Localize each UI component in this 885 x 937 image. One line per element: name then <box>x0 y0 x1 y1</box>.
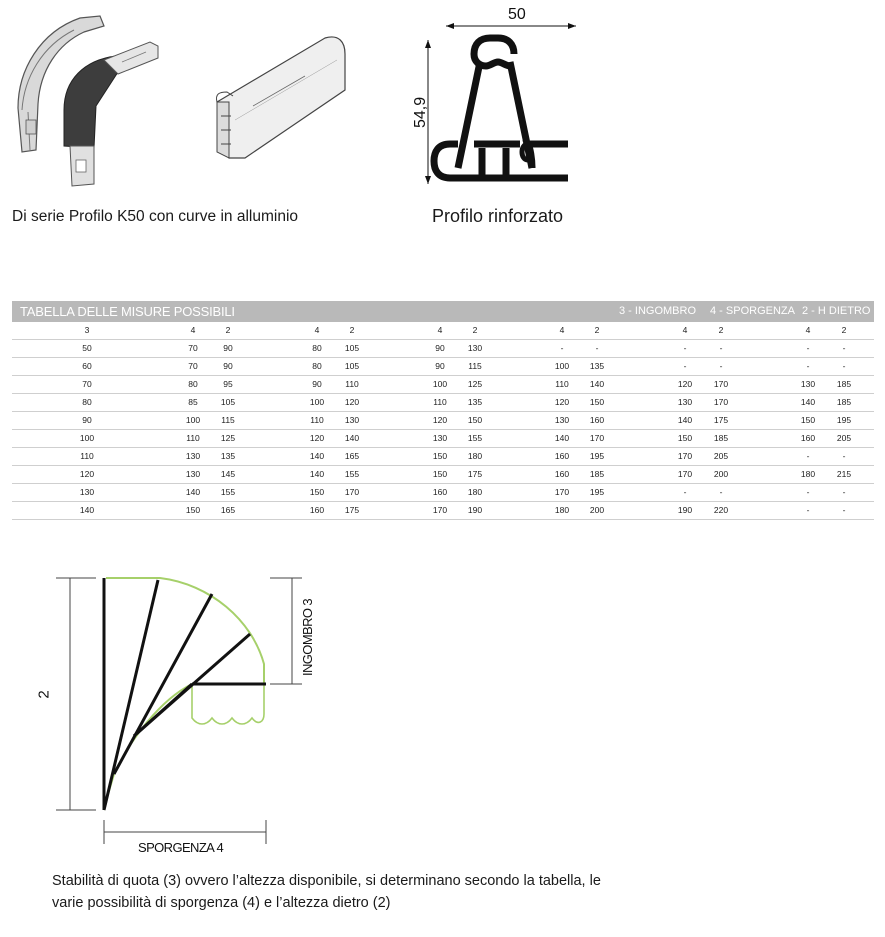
table-cell: 175 <box>344 505 360 515</box>
table-cell: 90 <box>82 415 92 425</box>
table-cell: 160 <box>554 469 570 479</box>
table-cell: - <box>683 361 687 371</box>
table-cell: - <box>842 487 846 497</box>
table-cell: 100 <box>309 397 325 407</box>
table-cell: 150 <box>185 505 201 515</box>
table-cell: 160 <box>554 451 570 461</box>
table-cell: - <box>842 361 846 371</box>
table-cell: 130 <box>432 433 448 443</box>
table-cell: 150 <box>432 469 448 479</box>
table-cell: 115 <box>468 361 482 371</box>
table-cell: 110 <box>310 415 324 425</box>
table-cell: 110 <box>433 397 447 407</box>
table-cell: 105 <box>220 397 236 407</box>
table-cell: 150 <box>800 415 816 425</box>
table-cell: 130 <box>79 487 95 497</box>
table-cell: 120 <box>432 415 448 425</box>
table-cell: 145 <box>220 469 236 479</box>
table-cell: 50 <box>82 343 92 353</box>
table-cell: 100 <box>185 415 201 425</box>
table-cell: 160 <box>589 415 605 425</box>
description-line-2: varie possibilità di sporgenza (4) e l’altezza dietro (2) <box>52 895 391 911</box>
table-cell: 90 <box>223 361 233 371</box>
table-cell: 90 <box>223 343 233 353</box>
table-cell: 105 <box>344 361 360 371</box>
table-cell: 130 <box>344 415 360 425</box>
table-cell: 140 <box>79 505 95 515</box>
table-cell: 155 <box>344 469 360 479</box>
table-cell: 140 <box>309 451 325 461</box>
description-line-1: Stabilità di quota (3) ovvero l’altezza disponibile, si determinano secondo la tabella, le <box>52 873 601 889</box>
table-cell: 180 <box>467 451 483 461</box>
table-cell: 2 <box>472 325 478 335</box>
table-cell: 2 <box>225 325 231 335</box>
table-cell: 155 <box>467 433 483 443</box>
table-cell: 130 <box>677 397 693 407</box>
table-cell: 175 <box>713 415 729 425</box>
table-cell: - <box>683 487 687 497</box>
table-cell: 140 <box>589 379 605 389</box>
table-cell: 190 <box>467 505 483 515</box>
table-cell: 80 <box>312 361 322 371</box>
table-cell: 180 <box>800 469 816 479</box>
table-cell: 85 <box>188 397 198 407</box>
table-cell: 135 <box>467 397 483 407</box>
label-height-2: 2 <box>35 690 53 699</box>
table-cell: 205 <box>836 433 852 443</box>
table-cell: 100 <box>432 379 448 389</box>
table-cell: 120 <box>309 433 325 443</box>
table-cell: 170 <box>554 487 570 497</box>
table-cell: 165 <box>220 505 236 515</box>
table-cell: - <box>842 343 846 353</box>
table-cell: 190 <box>677 505 693 515</box>
table-cell: 115 <box>221 415 235 425</box>
table-cell: 90 <box>435 343 445 353</box>
table-row <box>12 412 874 430</box>
table-cell: 195 <box>589 451 605 461</box>
table-cell: 110 <box>345 379 359 389</box>
table-cell: 2 <box>349 325 355 335</box>
table-cell: 4 <box>437 325 443 335</box>
table-cell: 120 <box>79 469 95 479</box>
table-cell: 130 <box>554 415 570 425</box>
table-cell: 80 <box>312 343 322 353</box>
table-cell: 130 <box>185 469 201 479</box>
table-header-bar <box>12 301 874 322</box>
table-row <box>12 376 874 394</box>
profile-width-dimension: 50 <box>508 6 526 23</box>
table-cell: 130 <box>467 343 483 353</box>
table-cell: 105 <box>344 343 360 353</box>
table-cell: 170 <box>677 451 693 461</box>
table-cell: 140 <box>185 487 201 497</box>
table-cell: 140 <box>344 433 360 443</box>
table-cell: 170 <box>344 487 360 497</box>
table-cell: 150 <box>677 433 693 443</box>
table-cell: 70 <box>188 361 198 371</box>
profile-height-dimension: 54,9 <box>412 96 429 128</box>
table-cell: 180 <box>554 505 570 515</box>
table-cell: 4 <box>682 325 688 335</box>
table-cell: 80 <box>82 397 92 407</box>
table-cell: 4 <box>805 325 811 335</box>
table-cell: 170 <box>589 433 605 443</box>
table-cell: - <box>842 451 846 461</box>
table-cell: 70 <box>82 379 92 389</box>
table-cell: 170 <box>677 469 693 479</box>
reinforced-profile-caption: Profilo rinforzato <box>432 206 564 226</box>
table-cell: 150 <box>467 415 483 425</box>
table-cell: 90 <box>312 379 322 389</box>
table-cell: 200 <box>589 505 605 515</box>
table-cell: - <box>595 343 599 353</box>
table-cell: 195 <box>589 487 605 497</box>
table-cell: 110 <box>80 451 94 461</box>
table-cell: 4 <box>559 325 565 335</box>
table-cell: 140 <box>677 415 693 425</box>
table-cell: 165 <box>344 451 360 461</box>
table-cell: 220 <box>713 505 729 515</box>
table-cell: - <box>806 451 810 461</box>
table-cell: 2 <box>594 325 600 335</box>
table-cell: - <box>719 487 723 497</box>
table-cell: - <box>806 343 810 353</box>
table-cell: - <box>560 343 564 353</box>
table-cell: - <box>806 361 810 371</box>
table-cell: 135 <box>589 361 605 371</box>
legend-ingombro: 3 - INGOMBRO <box>619 305 697 317</box>
table-cell: 4 <box>314 325 320 335</box>
measurements-table <box>12 301 874 520</box>
table-cell: 135 <box>220 451 236 461</box>
description-text <box>52 870 692 914</box>
table-cell: 120 <box>344 397 360 407</box>
table-cell: 185 <box>589 469 605 479</box>
table-cell: - <box>719 343 723 353</box>
table-cell: 215 <box>836 469 852 479</box>
label-sporgenza-4: SPORGENZA 4 <box>138 840 224 855</box>
table-cell: 120 <box>554 397 570 407</box>
table-cell: - <box>719 361 723 371</box>
table-row <box>12 466 874 484</box>
table-cell: 170 <box>713 379 729 389</box>
table-row <box>12 502 874 520</box>
table-cell: 80 <box>188 379 198 389</box>
table-cell: 60 <box>82 361 92 371</box>
table-cell: 125 <box>467 379 483 389</box>
table-cell: 3 <box>84 325 90 335</box>
table-cell: 4 <box>190 325 196 335</box>
table-cell: 155 <box>220 487 236 497</box>
table-cell: 160 <box>432 487 448 497</box>
table-cell: 160 <box>309 505 325 515</box>
table-cell: 125 <box>220 433 236 443</box>
table-cell: 185 <box>836 379 852 389</box>
table-cell: 140 <box>800 397 816 407</box>
table-cell: 100 <box>79 433 95 443</box>
table-row <box>12 430 874 448</box>
table-cell: 185 <box>836 397 852 407</box>
reinforced-profile-section <box>420 18 590 188</box>
legend-h-dietro: 2 - H DIETRO <box>802 305 871 317</box>
standard-profile-caption: Di serie Profilo K50 con curve in alluminio <box>12 208 299 225</box>
table-cell: 110 <box>186 433 200 443</box>
table-cell: 205 <box>713 451 729 461</box>
table-cell: - <box>806 505 810 515</box>
table-cell: 2 <box>841 325 847 335</box>
table-cell: 110 <box>555 379 569 389</box>
table-row <box>12 340 874 358</box>
table-subheader-row <box>12 322 874 340</box>
table-cell: 120 <box>677 379 693 389</box>
table-cell: 130 <box>800 379 816 389</box>
profile-extrusion-illustration <box>205 30 355 165</box>
curve-bracket-illustration <box>0 0 170 200</box>
table-cell: 140 <box>309 469 325 479</box>
table-cell: 150 <box>309 487 325 497</box>
table-cell: 185 <box>713 433 729 443</box>
table-cell: 90 <box>435 361 445 371</box>
table-cell: 130 <box>185 451 201 461</box>
table-cell: 200 <box>713 469 729 479</box>
table-cell: - <box>683 343 687 353</box>
table-cell: 150 <box>589 397 605 407</box>
table-cell: 170 <box>713 397 729 407</box>
table-cell: 140 <box>554 433 570 443</box>
table-cell: 175 <box>467 469 483 479</box>
table-cell: 150 <box>432 451 448 461</box>
table-cell: 70 <box>188 343 198 353</box>
table-cell: - <box>842 505 846 515</box>
legend-sporgenza: 4 - SPORGENZA <box>710 305 795 317</box>
table-cell: 180 <box>467 487 483 497</box>
table-cell: - <box>806 487 810 497</box>
table-cell: 170 <box>432 505 448 515</box>
table-row <box>12 394 874 412</box>
table-cell: 2 <box>718 325 724 335</box>
table-cell: 195 <box>836 415 852 425</box>
table-row <box>12 448 874 466</box>
table-row <box>12 358 874 376</box>
table-cell: 100 <box>554 361 570 371</box>
table-cell: 95 <box>223 379 233 389</box>
table-row <box>12 484 874 502</box>
table-cell: 160 <box>800 433 816 443</box>
table-title: TABELLA DELLE MISURE POSSIBILI <box>20 304 235 319</box>
label-ingombro-3: INGOMBRO 3 <box>300 598 315 676</box>
